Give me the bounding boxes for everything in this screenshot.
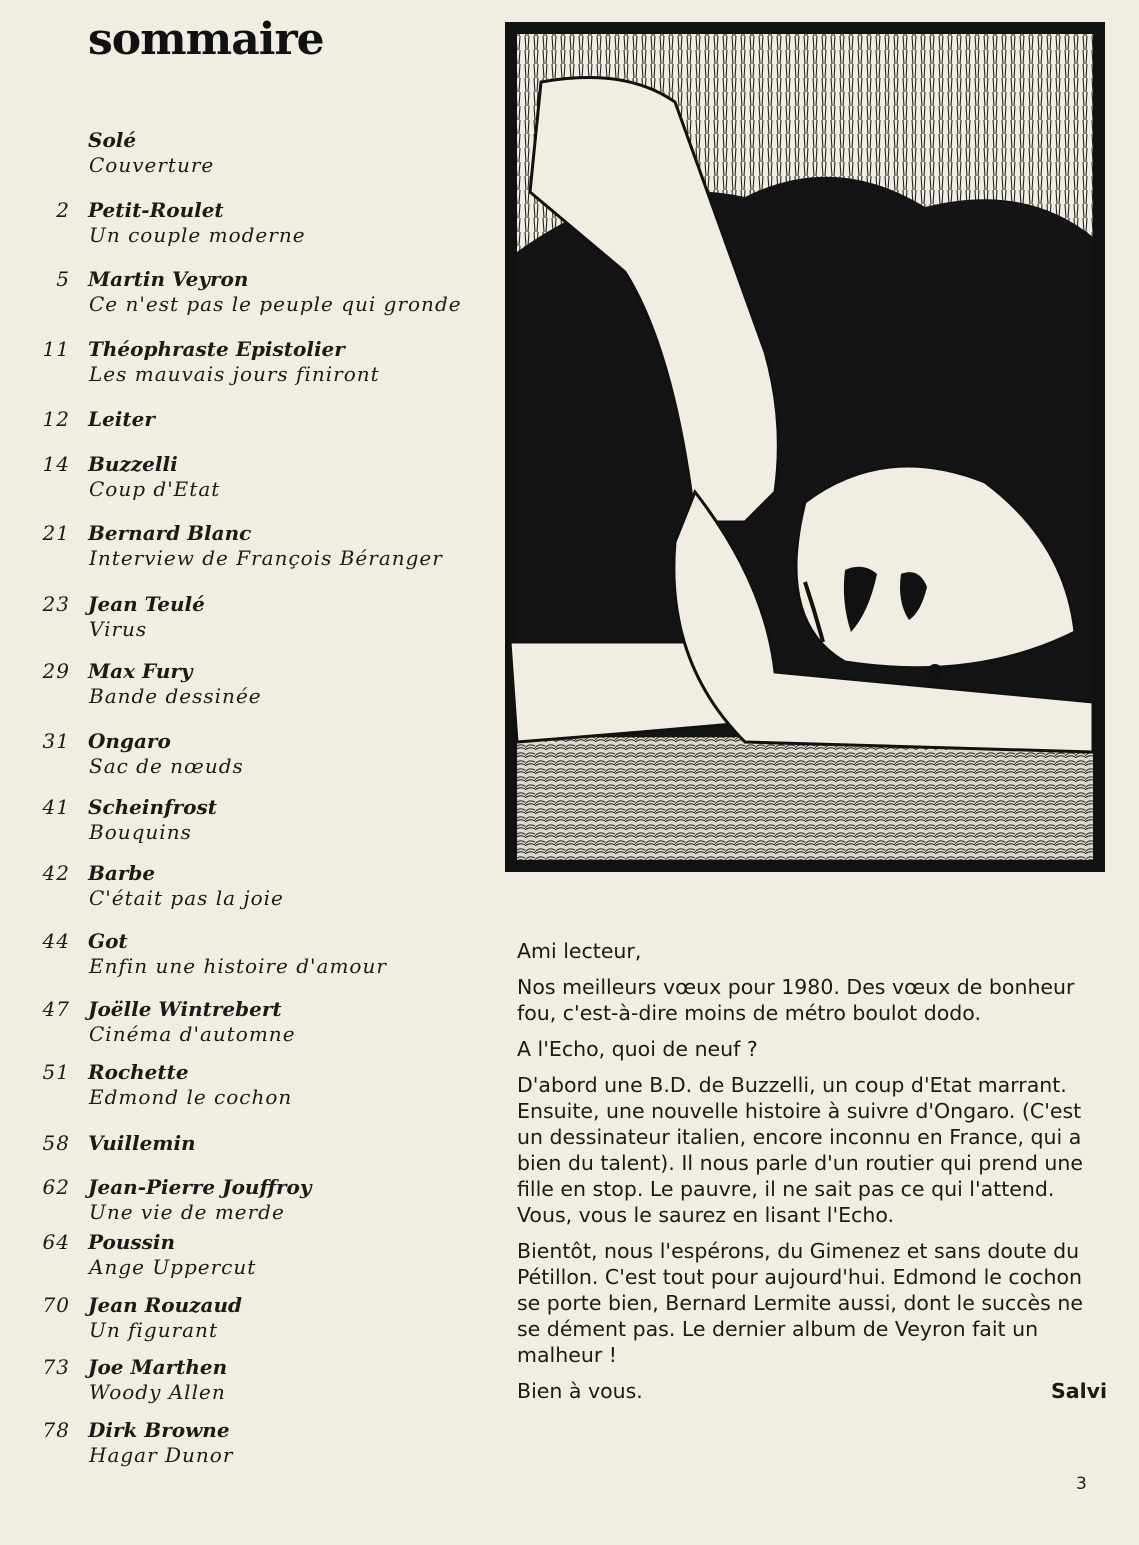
toc-title: Hagar Dunor [89,1443,234,1467]
toc-page-number: 42 [42,861,70,885]
letter-closing: Bien à vous. [517,1379,643,1403]
toc-page-number: 21 [42,521,70,545]
toc-title: Couverture [89,153,215,177]
toc-page-number: 58 [42,1131,70,1155]
toc-author: Jean Rouzaud [88,1293,242,1317]
toc-author: Rochette [88,1060,189,1084]
toc-title: Ce n'est pas le peuple qui gronde [89,292,462,316]
grass-texture [517,737,1093,860]
toc-title: Ange Uppercut [89,1255,257,1279]
toc-author: Joëlle Wintrebert [88,997,282,1021]
toc-page-number: 62 [42,1175,70,1199]
toc-author: Buzzelli [88,452,178,476]
toc-title: Un figurant [89,1318,218,1342]
toc-title: Woody Allen [89,1380,226,1404]
toc-title: Cinéma d'automne [89,1022,296,1046]
toc-author: Max Fury [88,659,193,683]
toc-author: Joe Marthen [88,1355,228,1379]
toc-author: Petit-Roulet [88,198,224,222]
toc-author: Ongaro [88,729,171,753]
toc-author: Solé [88,128,137,152]
toc-author: Jean Teulé [88,592,205,616]
toc-author: Bernard Blanc [88,521,252,545]
toc-page-number: 64 [42,1230,70,1254]
toc-page-number: 31 [42,729,70,753]
toc-page-number: 44 [42,929,70,953]
toc-title: Une vie de merde [89,1200,285,1224]
toc-page-number: 70 [42,1293,70,1317]
toc-title: Enfin une histoire d'amour [89,954,387,978]
page-title: sommaire [88,14,324,65]
toc-page-number: 41 [42,795,70,819]
toc-title: Bouquins [89,820,192,844]
toc-author: Got [88,929,128,953]
cover-illustration [505,22,1105,872]
toc-title: C'était pas la joie [89,886,284,910]
toc-author: Vuillemin [88,1131,196,1155]
toc-title: Virus [89,617,148,641]
toc-page-number: 14 [42,452,70,476]
letter-paragraph: A l'Echo, quoi de neuf ? [517,1037,758,1061]
toc-author: Dirk Browne [88,1418,230,1442]
letter-paragraph: D'abord une B.D. de Buzzelli, un coup d'Etat marrant. Ensuite, une nouvelle histoire à suivre d'Ongaro. (C'est un dessinateur italien, encore inconnu en France, qui a bien du talent). Il nous parle d'un routier qui prend une fille en stop. Le pauvre, il ne sait pas ce qui l'attend. Vous, vous le saurez en lisant l'Echo. [517,1073,1084,1227]
toc-author: Jean-Pierre Jouffroy [88,1175,312,1199]
toc-page-number: 78 [42,1418,70,1442]
toc-title: Bande dessinée [89,684,262,708]
toc-author: Théophraste Epistolier [88,337,345,361]
toc-title: Coup d'Etat [89,477,221,501]
toc-title: Sac de nœuds [89,754,244,778]
toc-page-number: 47 [42,997,70,1021]
letter-signature: Salvi [1050,1379,1107,1403]
toc-author: Poussin [88,1230,176,1254]
toc-page-number: 5 [56,267,70,291]
toc-author: Leiter [88,407,155,431]
toc-page-number: 73 [42,1355,70,1379]
toc-author: Scheinfrost [88,795,218,819]
toc-title: Les mauvais jours finiront [89,362,380,386]
toc-title: Edmond le cochon [89,1085,293,1109]
toc-title: Interview de François Béranger [89,546,443,570]
letter-greeting: Ami lecteur, [517,939,642,963]
letter-paragraph: Bientôt, nous l'espérons, du Gimenez et sans doute du Pétillon. C'est tout pour aujourd'hui. Edmond le cochon se porte bien, Bernard Lermite aussi, dont le succès ne se dément pas. Le dernier album de Veyron fait un malheur ! [517,1239,1083,1367]
toc-page-number: 51 [42,1060,70,1084]
letter-paragraph: Nos meilleurs vœux pour 1980. Des vœux de bonheur fou, c'est-à-dire moins de métro boulot dodo. [517,975,1075,1025]
toc-page-number: 11 [42,337,70,361]
toc-page-number: 29 [42,659,70,683]
toc-author: Martin Veyron [88,267,249,291]
letter-signoff [517,1378,1107,1404]
toc-page-number: 23 [42,592,70,616]
toc-page-number: 12 [42,407,70,431]
editorial-letter [517,938,1107,1404]
toc-author: Barbe [88,861,156,885]
illustration-drawing [505,22,1105,872]
page-number: 3 [1076,1474,1087,1494]
toc-page-number: 2 [56,198,70,222]
toc-title: Un couple moderne [89,223,306,247]
